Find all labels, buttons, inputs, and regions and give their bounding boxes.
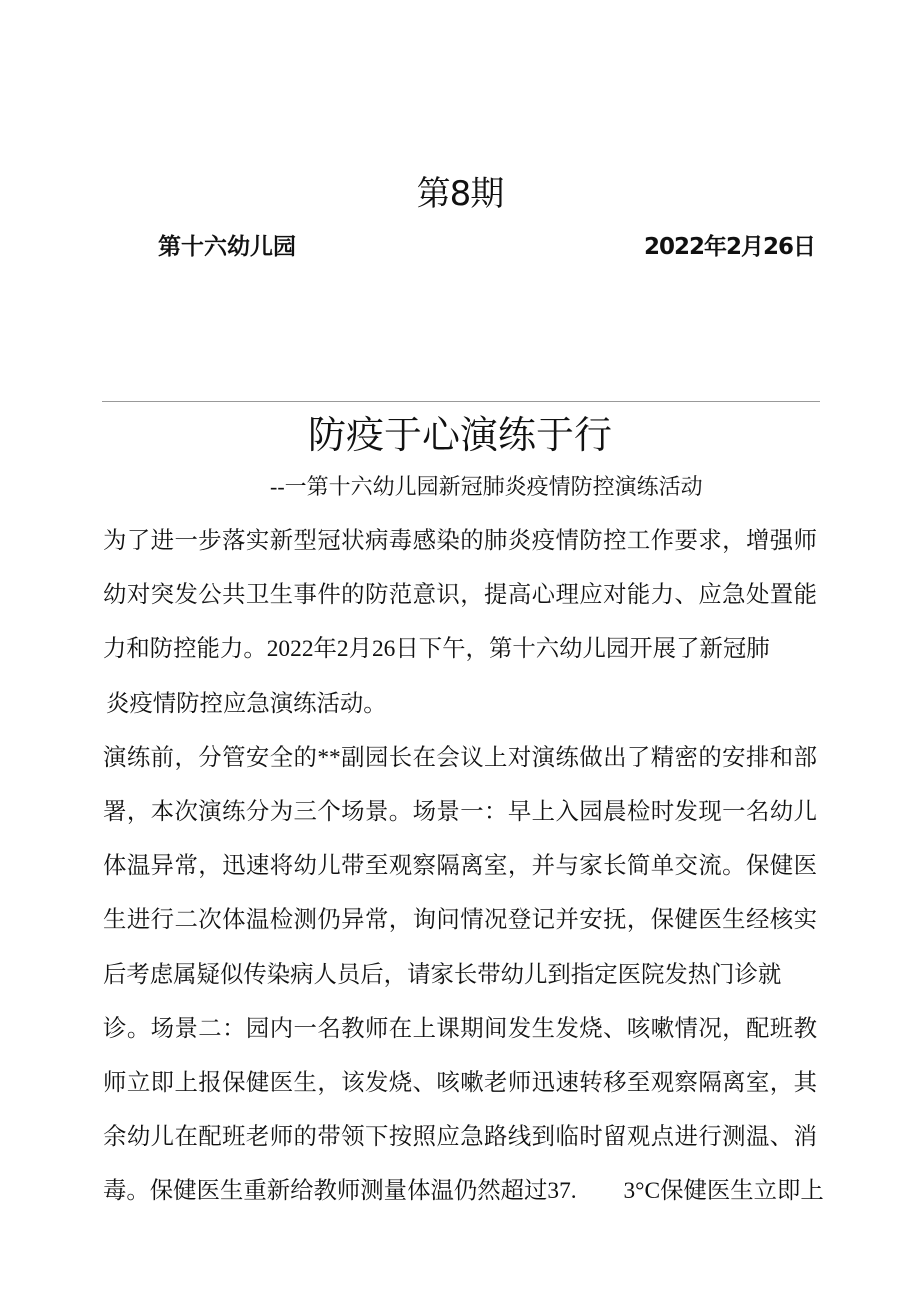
- body-line: 炎疫情防控应急演练活动。: [106, 690, 387, 717]
- body-line: 余幼儿在配班老师的带领下按照应急路线到临时留观点进行测温、消: [103, 1124, 817, 1151]
- body-line: 毒。保健医生重新给教师测量体温仍然超过37. 3°C保健医生立即上: [103, 1178, 824, 1205]
- body-line: 演练前，分管安全的**副园长在会议上对演练做出了精密的安排和部: [103, 744, 817, 771]
- body-line: 力和防控能力。2022年2月26日下午，第十六幼儿园开展了新冠肺: [103, 636, 770, 663]
- body-line: 幼对突发公共卫生事件的防范意识，提高心理应对能力、应急处置能: [103, 582, 817, 609]
- body-line: 为了进一步落实新型冠状病毒感染的肺炎疫情防控工作要求，增强师: [103, 528, 817, 554]
- body-line: 师立即上报保健医生，该发烧、咳嗽老师迅速转移至观察隔离室，其: [103, 1070, 817, 1096]
- issue-date: 2022年2月26日: [643, 234, 815, 260]
- organization-name: 第十六幼儿园: [158, 234, 296, 260]
- article-subtitle: --一第十六幼儿园新冠肺炎疫情防控演练活动: [270, 474, 703, 499]
- divider: [102, 401, 820, 402]
- body-line: 诊。场景二：园内一名教师在上课期间发生发烧、咳嗽情况，配班教: [103, 1015, 817, 1042]
- body-line: 署，本次演练分为三个场景。场景一：早上入园晨检时发现一名幼儿: [103, 799, 817, 825]
- body-line: 生进行二次体温检测仍异常，询问情况登记并安抚，保健医生经核实: [103, 907, 817, 934]
- issue-number: 第8期: [416, 174, 504, 214]
- body-line: 体温异常，迅速将幼儿带至观察隔离室，并与家长简单交流。保健医: [103, 853, 817, 880]
- article-title: 防疫于心演练于行: [307, 415, 612, 457]
- body-line: 后考虑属疑似传染病人员后，请家长带幼儿到指定医院发热门诊就: [103, 961, 782, 988]
